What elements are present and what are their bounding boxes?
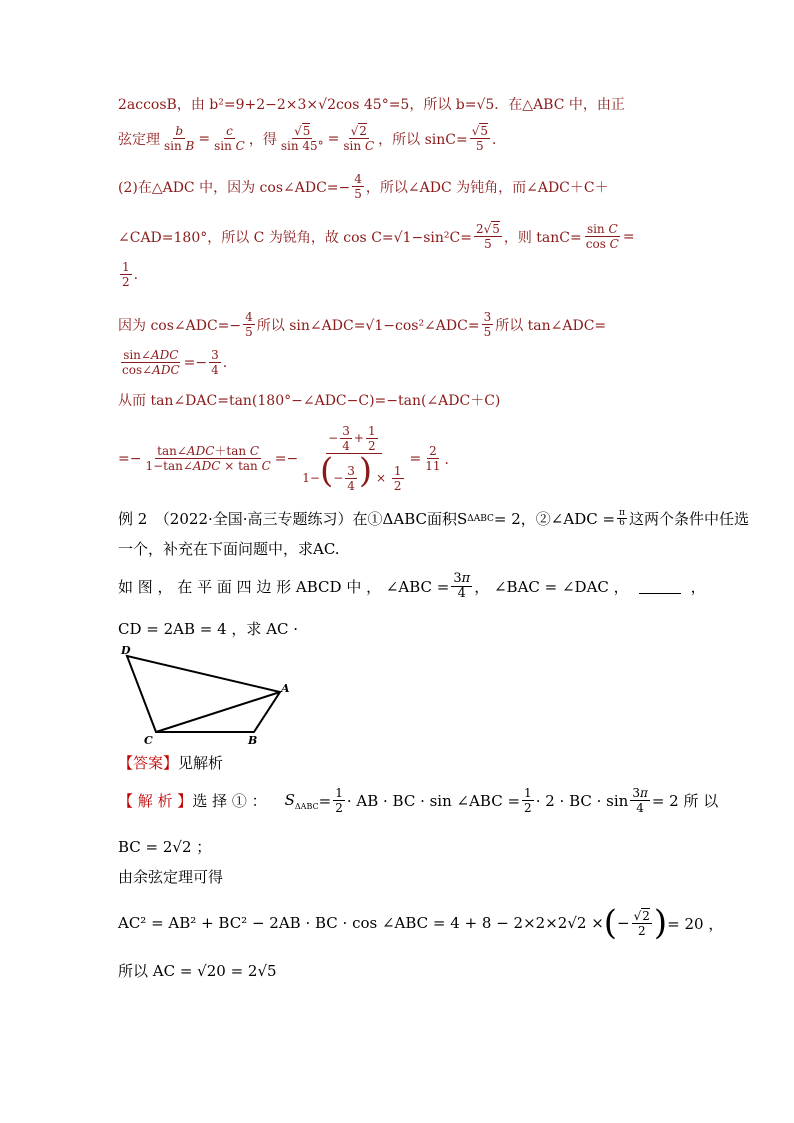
solution-text-2b: ，得 (248, 131, 277, 148)
solution-text-6b: 所以 sin∠ADC=√1−cos²∠ADC= (256, 317, 480, 334)
example2-title: 例 2 （2022·全国·高三专题练习）在①ΔABC面积S (118, 510, 468, 528)
solution-line-5: $\frac{1}{2}$ . (122, 260, 139, 289)
solution-text-9a: =− (118, 450, 142, 467)
example2-title-c: 这两个条件中任选 (628, 510, 749, 528)
solution-line-6 (118, 310, 606, 339)
diagonal-ac (156, 692, 280, 732)
solution-text-6c: 所以 tan∠ADC= (495, 317, 607, 334)
fraction-c-sinc: $\frac{c}{\text{sin C}}$ (214, 124, 245, 153)
label-a: A (281, 682, 290, 695)
solution-text-2c: ，所以 sinC= (378, 131, 468, 148)
quadrilateral-abcd (127, 656, 280, 732)
solution-text-8: 从而 tan∠DAC=tan(180°−∠ADC−C)=−tan(∠ADC＋C) (118, 393, 501, 409)
solution-text-9d: ． (444, 451, 459, 468)
answer-tag: 【答案】 (118, 754, 179, 772)
fraction-4-5: $\frac{4}{5}$ (354, 172, 362, 201)
quadrilateral-figure (118, 640, 298, 750)
solution-line-3 (118, 172, 609, 201)
analysis-mid2: · 2 · BC · sin (535, 791, 629, 810)
area-s-sub: ΔABC (294, 801, 319, 811)
area-s-label: S (284, 790, 295, 809)
example2-text-4: CD = 2AB = 4 ，求 AC · (118, 620, 299, 638)
analysis-eq1: = (318, 791, 332, 810)
answer-line (118, 752, 223, 773)
analysis-bc: BC = 2√2 ； (118, 838, 212, 856)
analysis-choose: 选 择 ① ： (192, 792, 267, 810)
fraction-b-sinb: $\frac{b}{\text{sin B}}$ (164, 124, 195, 153)
fraction-sqrt2-sinc: $\frac{√2}{\text{sin C}}$ (343, 124, 375, 153)
analysis-line-2 (118, 836, 211, 857)
fill-in-blank (639, 579, 681, 594)
solution-line-8 (118, 390, 500, 410)
analysis-mid: · AB · BC · sin ∠ABC = (346, 791, 521, 810)
analysis-line-5 (118, 960, 277, 981)
example2-line-3 (118, 572, 706, 601)
example2-title-b: = 2，②∠ADC = (493, 510, 616, 528)
fraction-sqrt2-2: $\frac{√2}{2}$ (633, 908, 650, 938)
solution-text-3a: (2)在△ADC 中，因为 cos∠ADC=− (118, 179, 351, 196)
example2-line-2 (118, 538, 340, 559)
fraction-3pi-4b: $\frac{3\pi}{4}$ (632, 786, 648, 815)
fraction-3pi-4: $\frac{3\pi}{4}$ (453, 571, 471, 601)
fraction-half-2: $\frac{1}{2}$ (524, 786, 532, 815)
solution-text-6a: 因为 cos∠ADC=− (118, 317, 242, 334)
fraction-half-1: $\frac{1}{2}$ (335, 786, 343, 815)
solution-line-4: ∠CAD=180°，所以 C 为锐角，故 cos C=√1−sin²C= $\frac{2√5}{5}$ ，则 tanC= $\frac{\text{sin C}}{\text{cos C}}$ = (118, 222, 635, 251)
fraction-3-5: $\frac{3}{5}$ (483, 310, 492, 339)
example2-title-line (118, 508, 749, 529)
example2-title-sub: ΔABC (467, 513, 494, 524)
solution-text-4a: ∠CAD=180°，所以 C 为锐角，故 cos C=√1−sin²C= (118, 229, 472, 246)
solution-text-7: =− (183, 354, 208, 371)
solution-line-1 (118, 94, 625, 114)
fraction-sqrt5-sin45: $\frac{√5}{\sin 45^\circ}$ (280, 124, 324, 153)
example2-text-3b: ， ∠BAC = ∠DAC ， (474, 578, 629, 596)
fraction-2sqrt5-5: $\frac{2√5}{5}$ (475, 222, 500, 251)
solution-line-9 (118, 424, 459, 493)
example2-text-2: 一个，补充在下面问题中，求AC. (118, 540, 340, 558)
solution-text-1: 2accosB，由 b²=9+2−2×3×√2cos 45°=5，所以 b=√5．在△ABC 中，由正 (118, 97, 625, 113)
fraction-tan-sum: $\frac{\text{tan∠ADC＋tan C}}{\text{1−tan∠ADC × tan C}}$ (145, 444, 271, 473)
label-b: B (248, 734, 258, 747)
fraction-nested: − $\frac{3}{4}$ + $\frac{1}{2}$ 1−(− $\frac{3}{4}$ ) × $\frac{1}{2}$ (302, 424, 402, 493)
solution-text-9b: =− (274, 450, 299, 467)
fraction-pi-6: $\frac{\pi}{6}$ (619, 508, 625, 528)
answer-text: 见解析 (178, 754, 224, 772)
example2-text-3a: 如 图 ， 在 平 面 四 边 形 ABCD 中 ， ∠ABC = (118, 578, 450, 596)
analysis-line-3 (118, 866, 223, 887)
analysis-ac2: AC² = AB² + BC² − 2AB · BC · cos ∠ABC = 4 + 8 − 2×2×2√2 × (118, 914, 604, 932)
fraction-sinc-cosc: $\frac{\text{sin C}}{\text{cos C}}$ (585, 222, 619, 251)
example2-line-4 (118, 618, 298, 639)
solution-line-7: $\frac{\text{sin∠ADC}}{\text{cos∠ADC}}$ =− $\frac{3}{4}$ . (122, 348, 228, 377)
solution-text-4b: ，则 tanC= (503, 229, 582, 246)
solution-text-2a: 弦定理 (118, 131, 160, 148)
fraction-3-4: $\frac{3}{4}$ (211, 348, 219, 377)
analysis-cosine: 由余弦定理可得 (118, 868, 224, 886)
analysis-line-1 (118, 786, 718, 815)
solution-text-3b: ，所以∠ADC 为钝角，而∠ADC＋C＋ (365, 179, 609, 196)
fraction-1-2: $\frac{1}{2}$ (122, 260, 130, 289)
analysis-line-4: AC² = AB² + BC² − 2AB · BC · cos ∠ABC = 4 + 8 − 2×2×2√2 × ( − $\frac{√2}{2}$ ) = 20 ， (118, 903, 724, 943)
analysis-ac2-tail: = 20 ， (667, 914, 724, 933)
label-c: C (144, 734, 153, 747)
fraction-sqrt5-5: $\frac{√5}{5}$ (471, 124, 488, 153)
example2-text-3c: ， (690, 578, 706, 596)
solution-line-2: 弦定理 $\frac{b}{\text{sin B}}$ = $\frac{c}{\text{sin C}}$ ，得 $\frac{√5}{\sin 45^\circ}$ = $\frac{√2}{\text{sin C}}$ ，所以 sinC= $\frac{√5}{5}$ ． (118, 124, 506, 153)
analysis-final: 所以 AC = √20 = 2√5 (118, 962, 277, 980)
label-d: D (121, 644, 131, 657)
analysis-tag: 【 解 析 】 (118, 792, 193, 810)
fraction-4-5b: $\frac{4}{5}$ (245, 310, 253, 339)
analysis-tail: = 2 所 以 (651, 792, 719, 810)
fraction-2-11: $\frac{2}{11}$ (425, 444, 441, 473)
solution-text-9c: = (409, 450, 422, 467)
fraction-sin-cos-adc: $\frac{\text{sin∠ADC}}{\text{cos∠ADC}}$ (122, 348, 180, 377)
